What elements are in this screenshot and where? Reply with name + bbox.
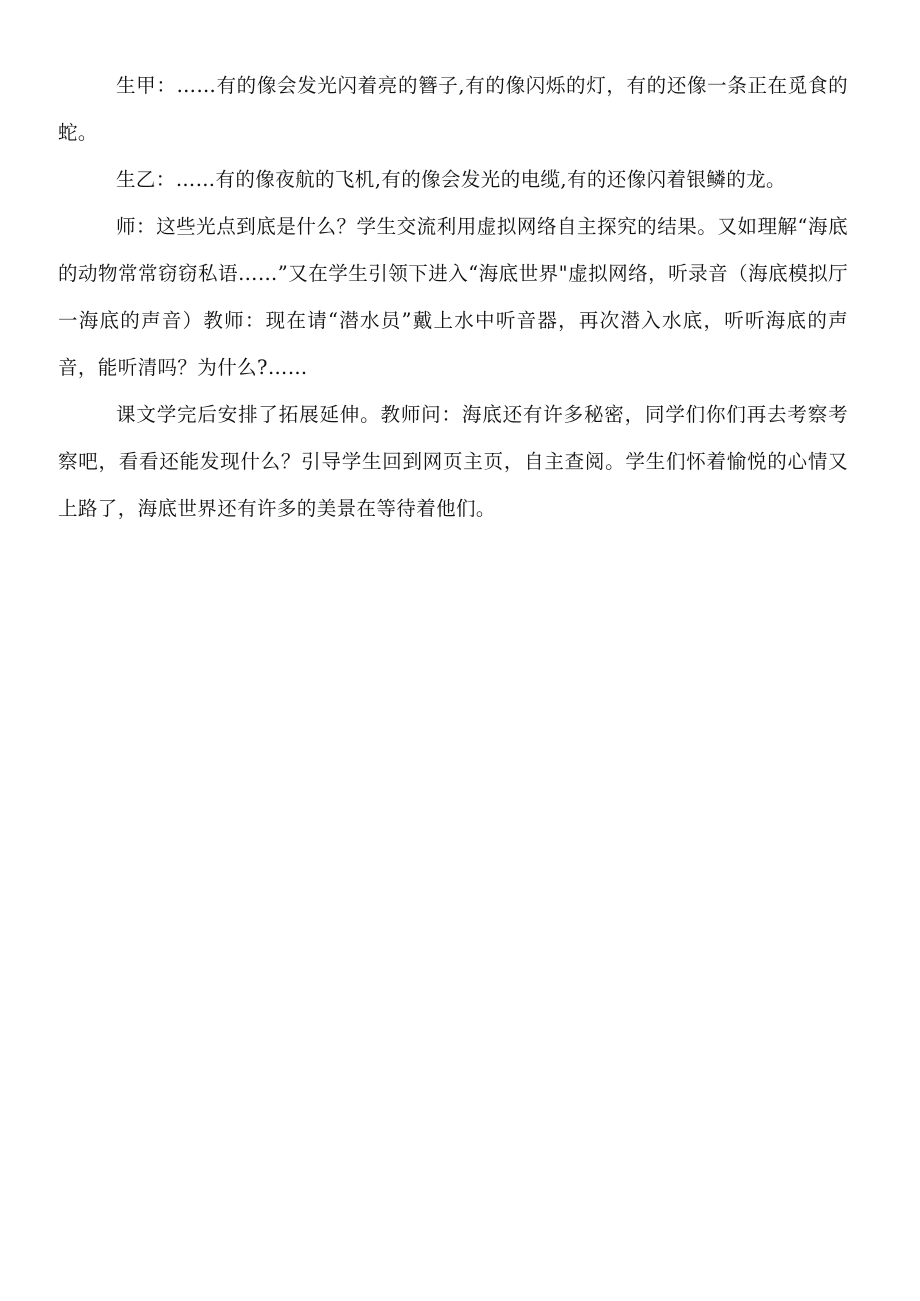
paragraph-student-b: 生乙：……有的像夜航的飞机,有的像会发光的电缆,有的还像闪着银鳞的龙。 (116, 168, 786, 191)
paragraph-teacher: 师：这些光点到底是什么？学生交流利用虚拟网络自主探究的结果。又如理解“海底的动物常常窃窃私语……”又在学生引领下进入“海底世界"虚拟网络，听录音（海底模拟厅一海底的声音）教师：现在请“潜水员”戴上水中听音器，再次潜入水底，听听海底的声音，能听清吗？为什么?…… (58, 215, 848, 379)
paragraph-student-a: 生甲：……有的像会发光闪着亮的簪子,有的像闪烁的灯，有的还像一条正在觅食的蛇。 (58, 74, 848, 144)
document-page (58, 62, 848, 532)
paragraph-extension: 课文学完后安排了拓展延伸。教师问：海底还有许多秘密，同学们你们再去考察考察吧，看看还能发现什么？引导学生回到网页主页，自主查阅。学生们怀着愉悦的心情又上路了，海底世界还有许多的美景在等待着他们。 (58, 403, 848, 520)
